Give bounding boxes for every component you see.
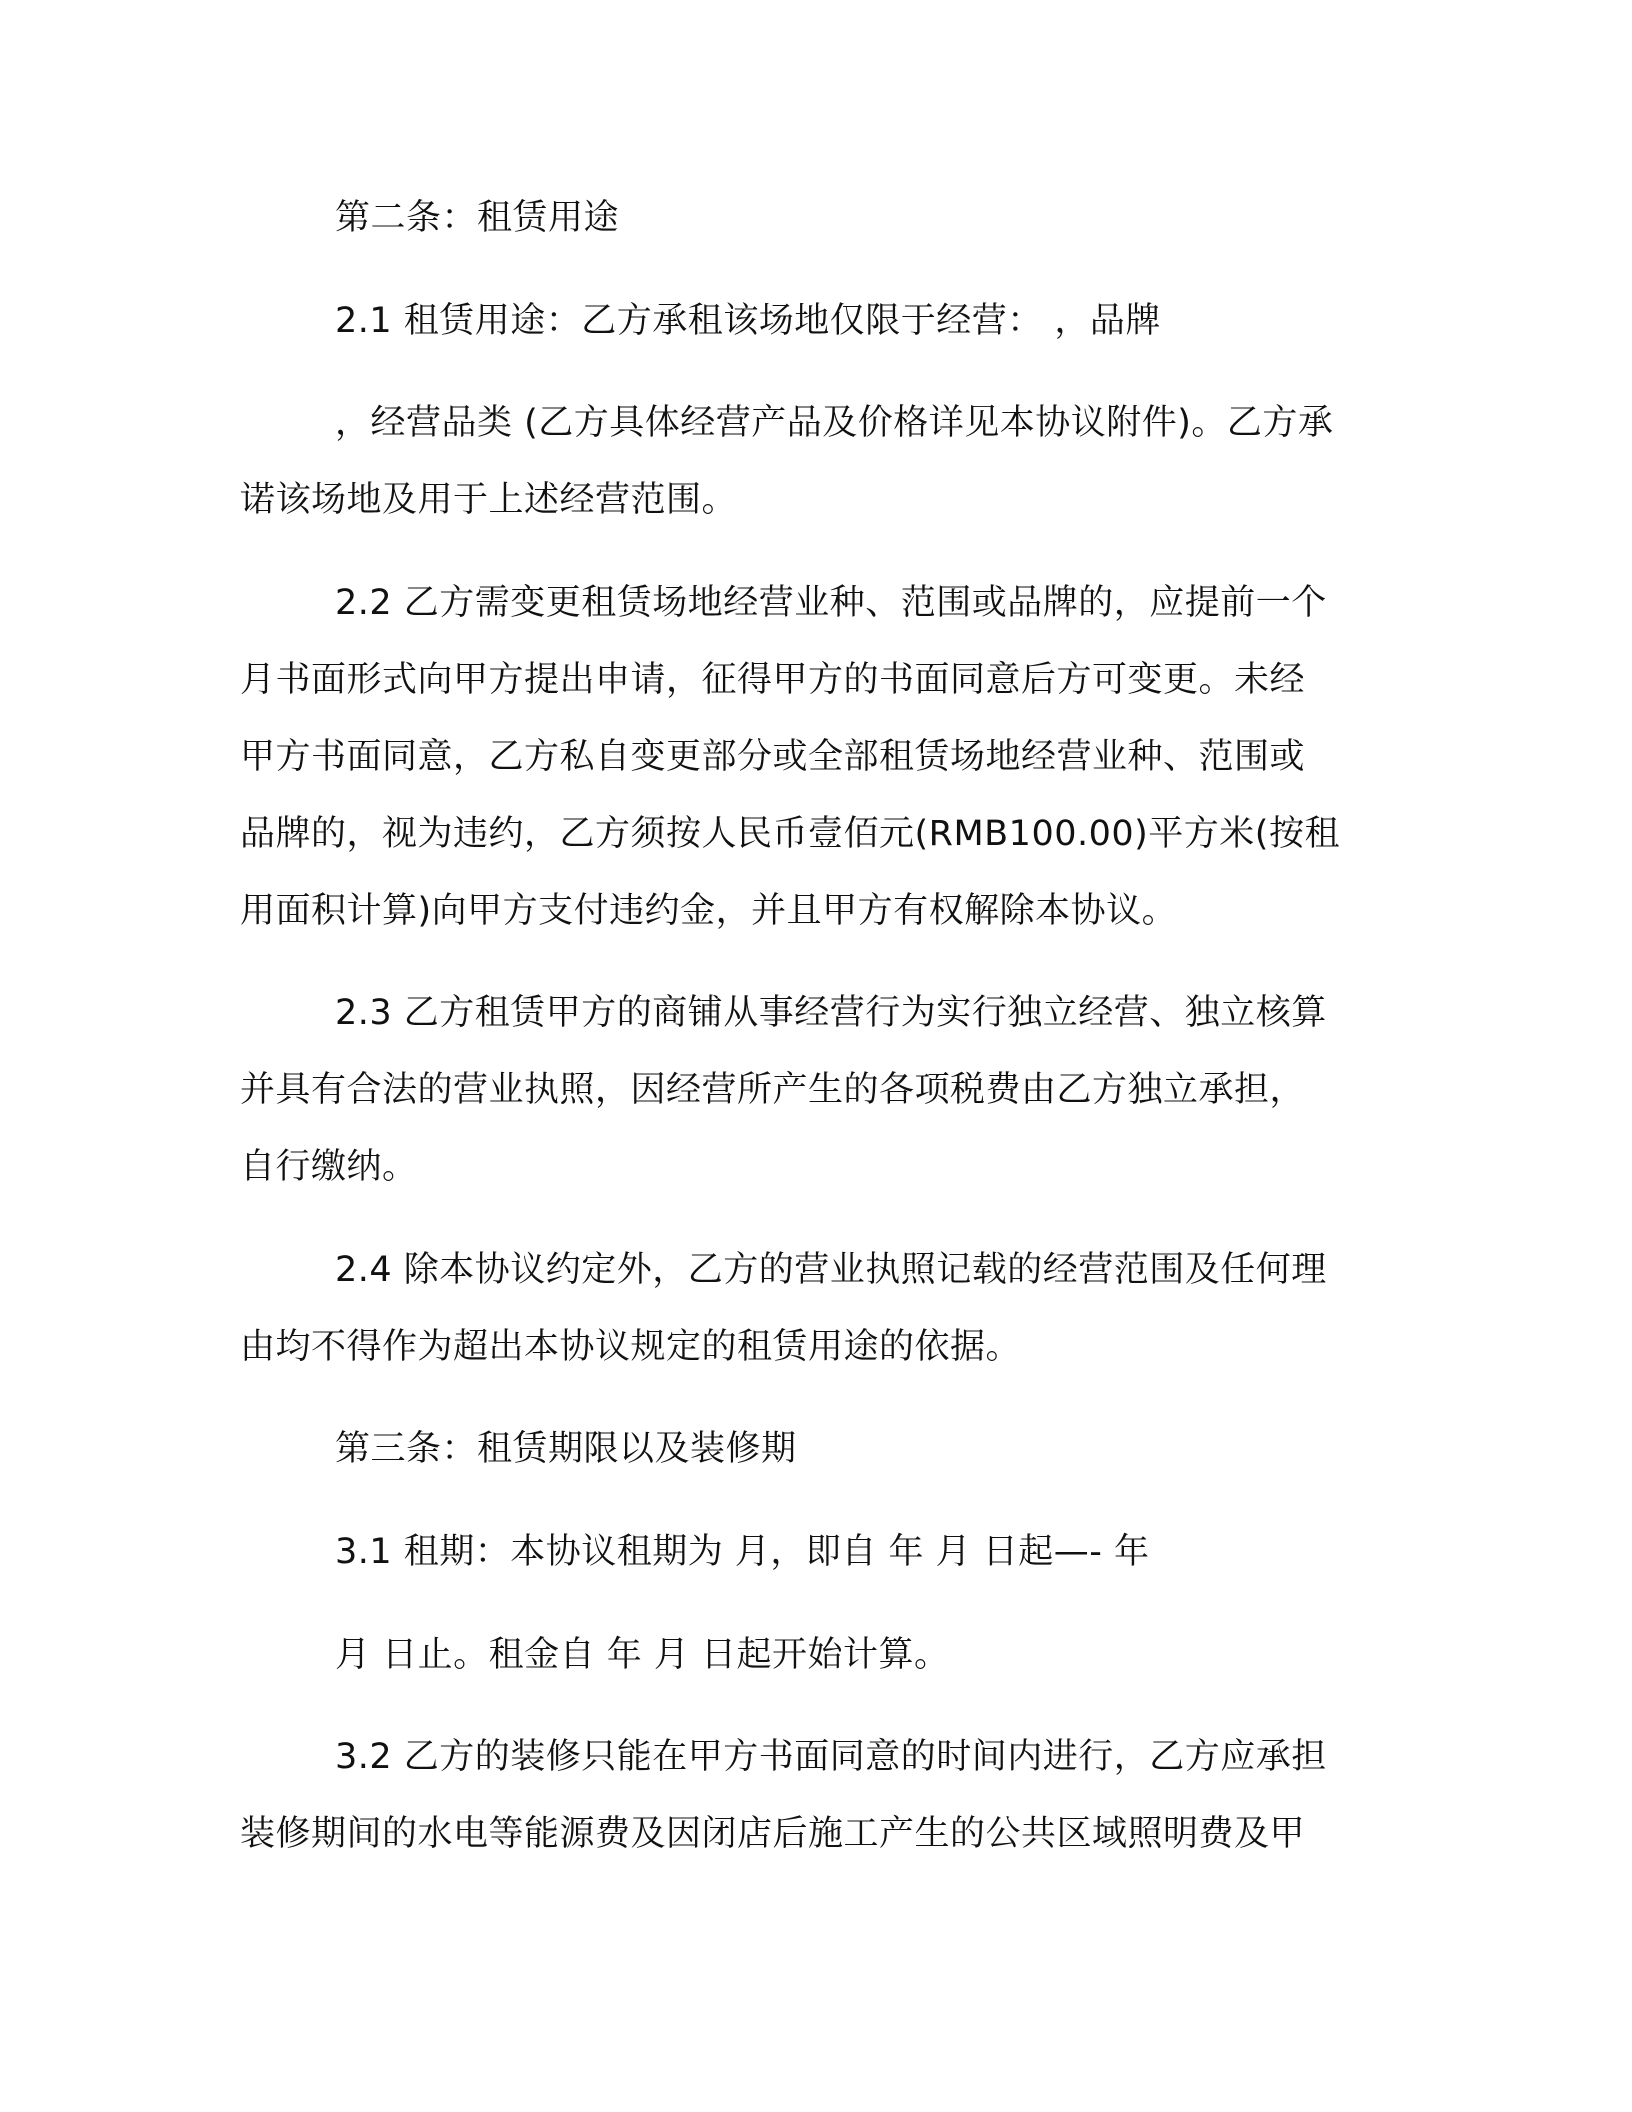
- clause-2-2-line-3: 甲方书面同意，乙方私自变更部分或全部租赁场地经营业种、范围或: [240, 737, 1306, 777]
- clause-2-2-line-2: 月书面形式向甲方提出申请，征得甲方的书面同意后方可变更。未经: [240, 660, 1306, 700]
- section-heading-2: 第二条：租赁用途: [335, 198, 620, 238]
- clause-2-3-line-2: 并具有合法的营业执照，因经营所产生的各项税费由乙方独立承担，: [240, 1070, 1306, 1110]
- clause-2-3-line-1: 2.3 乙方租赁甲方的商铺从事经营行为实行独立经营、独立核算: [335, 993, 1327, 1033]
- clause-2-2-line-1: 2.2 乙方需变更租赁场地经营业种、范围或品牌的，应提前一个: [335, 583, 1327, 623]
- clause-2-2-line-5: 用面积计算)向甲方支付违约金，并且甲方有权解除本协议。: [240, 891, 1178, 931]
- clause-2-1-line-3: 诺该场地及用于上述经营范围。: [240, 480, 738, 520]
- clause-3-2-line-1: 3.2 乙方的装修只能在甲方书面同意的时间内进行，乙方应承担: [335, 1737, 1327, 1777]
- clause-2-2-line-4: 品牌的，视为违约，乙方须按人民币壹佰元(RMB100.00)平方米(按租: [240, 814, 1340, 854]
- clause-2-4-line-1: 2.4 除本协议约定外，乙方的营业执照记载的经营范围及任何理: [335, 1250, 1327, 1290]
- clause-2-4-line-2: 由均不得作为超出本协议规定的租赁用途的依据。: [240, 1327, 1022, 1367]
- clause-3-1-line-2: 月 日止。租金自 年 月 日起开始计算。: [335, 1635, 950, 1675]
- clause-2-1-line-2: ，经营品类 (乙方具体经营产品及价格详见本协议附件)。乙方承: [335, 403, 1334, 443]
- section-heading-3: 第三条：租赁期限以及装修期: [335, 1429, 797, 1469]
- clause-3-2-line-2: 装修期间的水电等能源费及因闭店后施工产生的公共区域照明费及甲: [240, 1814, 1306, 1854]
- clause-3-1-line-1: 3.1 租期：本协议租期为 月，即自 年 月 日起—- 年: [335, 1532, 1150, 1572]
- clause-2-3-line-3: 自行缴纳。: [240, 1147, 418, 1187]
- clause-2-1-line-1: 2.1 租赁用途：乙方承租该场地仅限于经营： ，品牌: [335, 301, 1161, 341]
